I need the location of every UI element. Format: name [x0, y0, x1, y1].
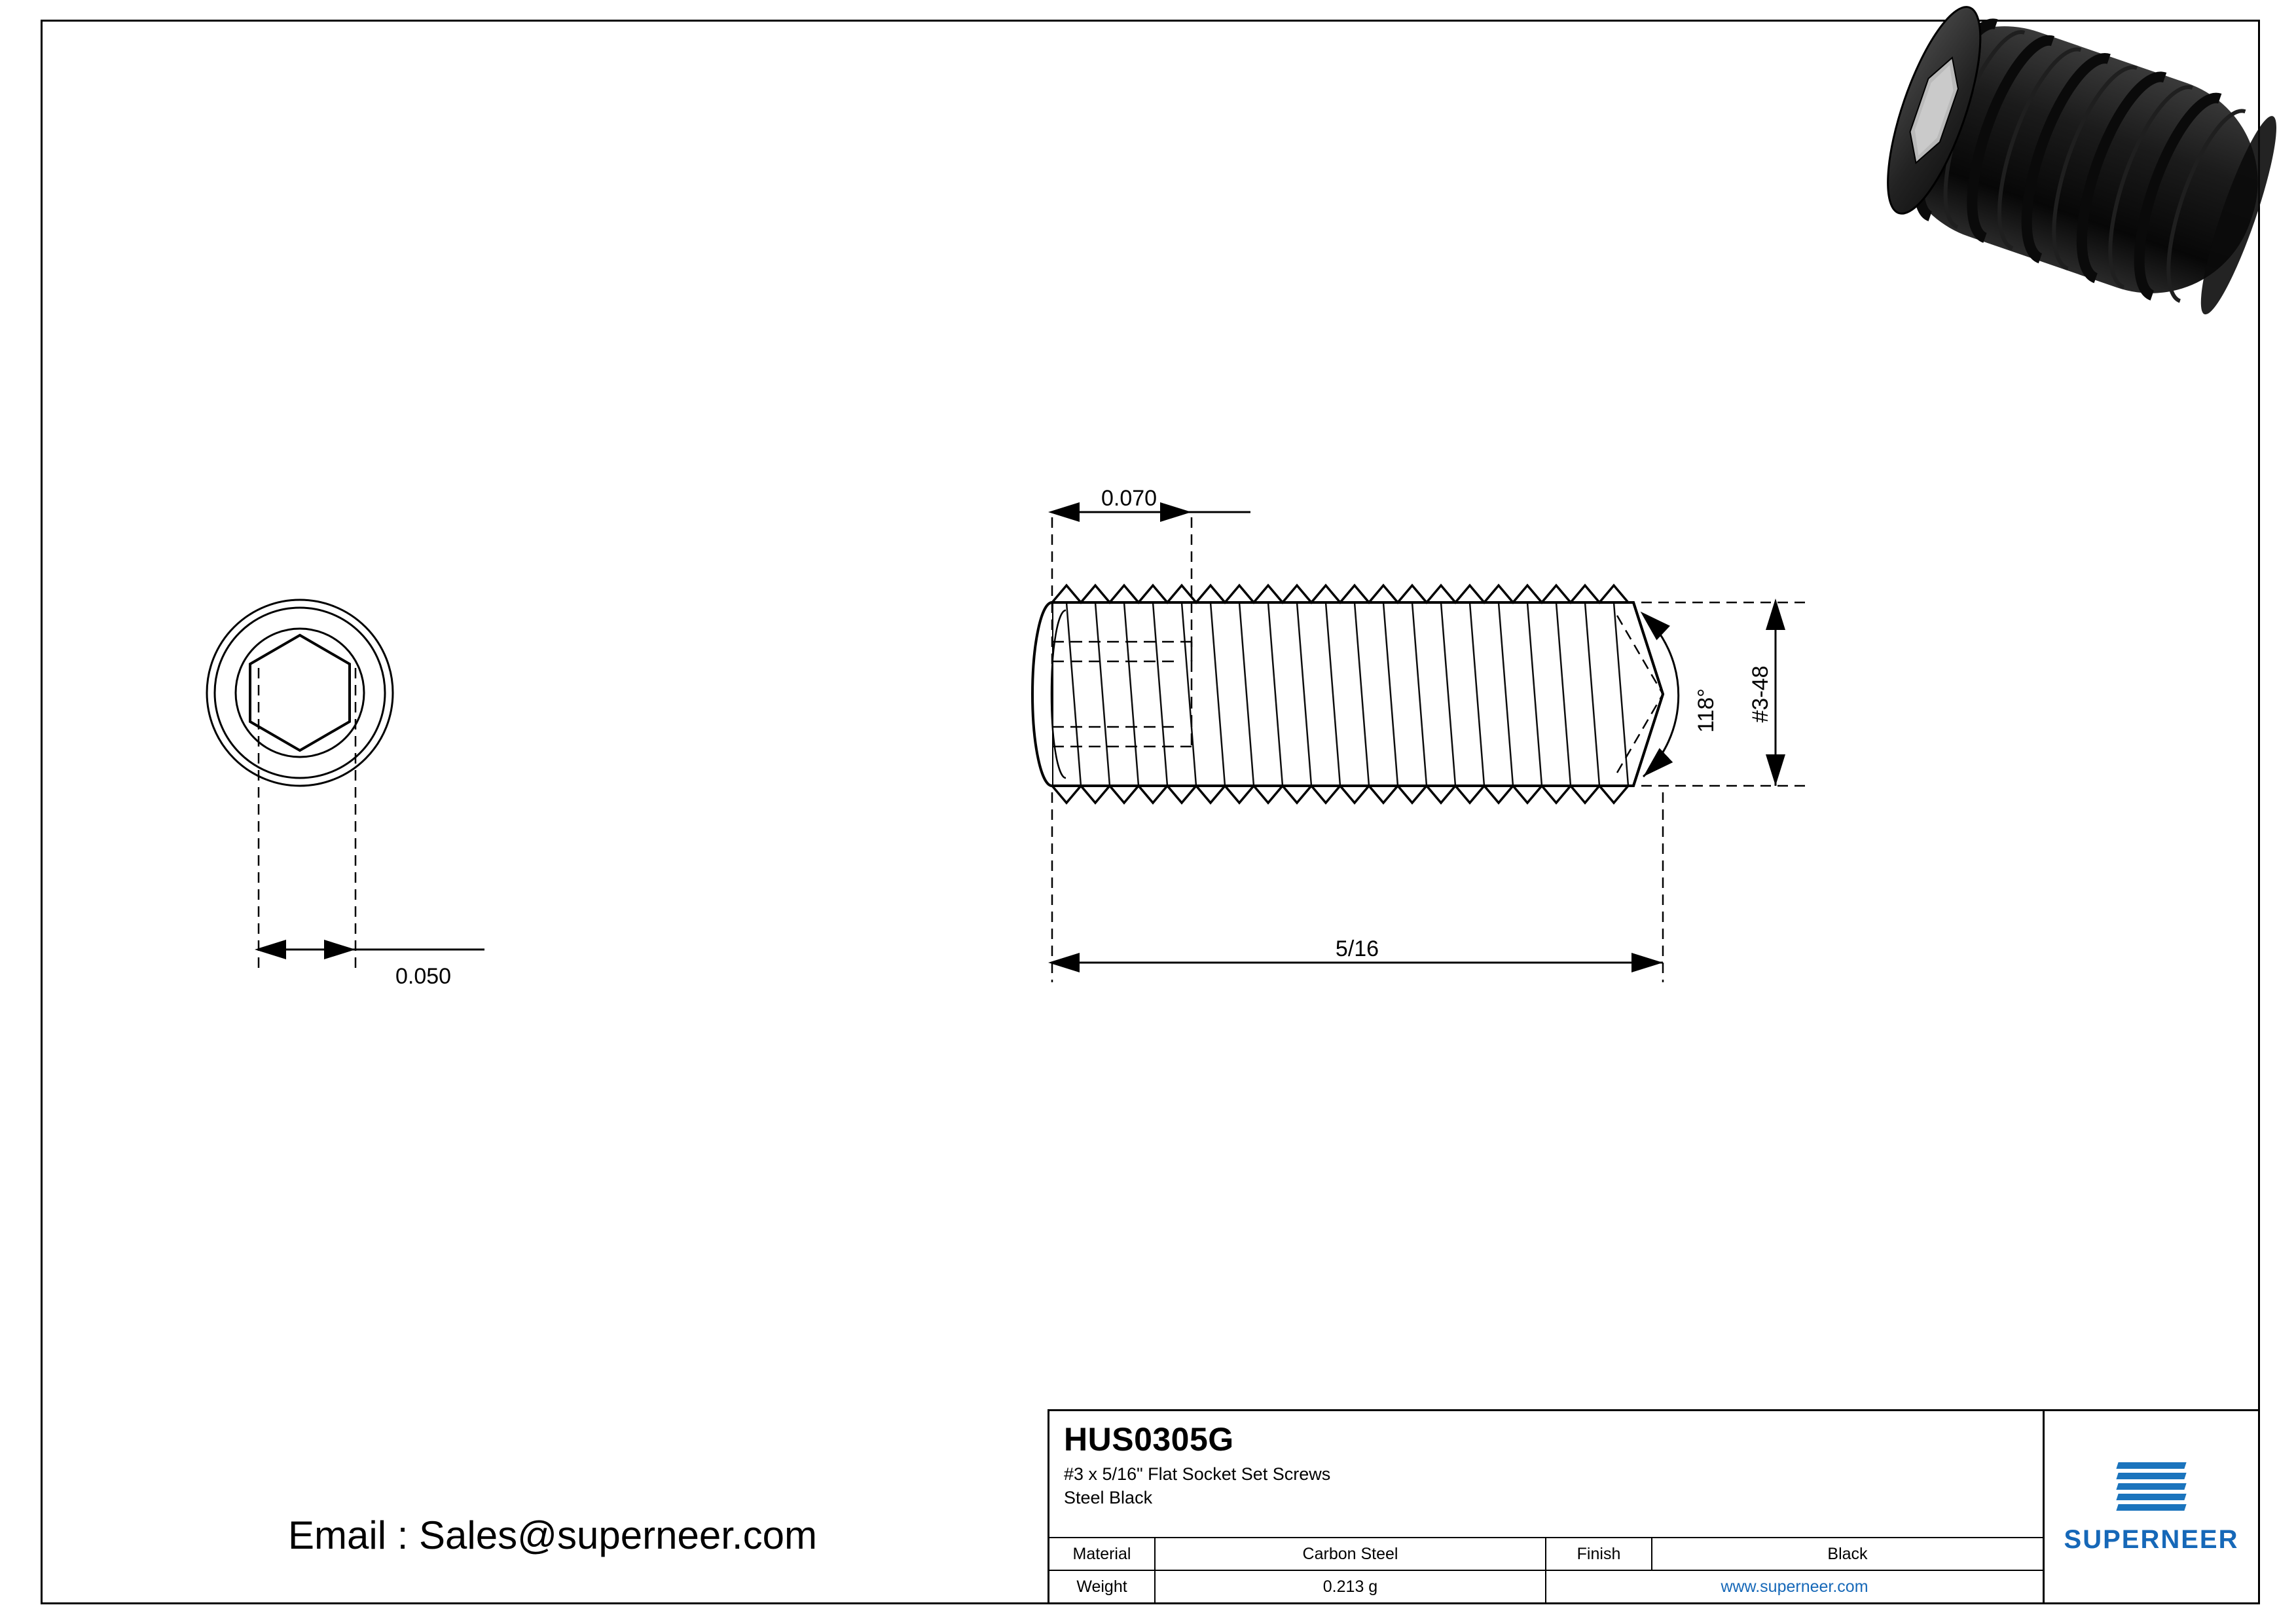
- part-description: [1049, 1458, 2043, 1510]
- table-row: [1049, 1570, 2043, 1602]
- end-view: [207, 600, 393, 786]
- part-description-line2: Steel Black: [1064, 1488, 1153, 1508]
- superneer-logo-icon: [2112, 1460, 2191, 1516]
- dim-socket-depth-text: 0.070: [1101, 486, 1157, 511]
- dim-length-text: 5/16: [1335, 936, 1379, 961]
- spec-table: [1049, 1537, 2043, 1602]
- part-code: HUS0305G: [1064, 1421, 1234, 1458]
- weight-value: 0.213 g: [1155, 1570, 1546, 1602]
- title-block-left: [1049, 1411, 2045, 1602]
- finish-label: Finish: [1546, 1538, 1652, 1570]
- dim-socket-depth: [1052, 486, 1250, 512]
- brand-name: SUPERNEER: [2064, 1524, 2239, 1554]
- finish-value: Black: [1652, 1538, 2043, 1570]
- dim-socket-size: [259, 950, 484, 989]
- screw-3d-render: [1869, 0, 2290, 323]
- dim-socket-size-text: 0.050: [395, 964, 452, 989]
- weight-label: Weight: [1049, 1570, 1155, 1602]
- title-block: [1048, 1409, 2260, 1604]
- material-value: Carbon Steel: [1155, 1538, 1546, 1570]
- contact-email: Email : Sales@superneer.com: [288, 1513, 817, 1557]
- material-label: Material: [1049, 1538, 1155, 1570]
- table-row: [1049, 1538, 2043, 1570]
- brand-block: [2045, 1411, 2258, 1602]
- side-view: [1032, 585, 1663, 803]
- end-view-extension-lines: [259, 668, 355, 968]
- dim-length: [1052, 936, 1663, 963]
- dim-point-angle-text: 118°: [1694, 688, 1719, 733]
- part-description-line1: #3 x 5/16" Flat Socket Set Screws: [1064, 1464, 1331, 1484]
- website-link[interactable]: www.superneer.com: [1546, 1570, 2043, 1602]
- dim-thread-size-text: #3-48: [1748, 665, 1773, 723]
